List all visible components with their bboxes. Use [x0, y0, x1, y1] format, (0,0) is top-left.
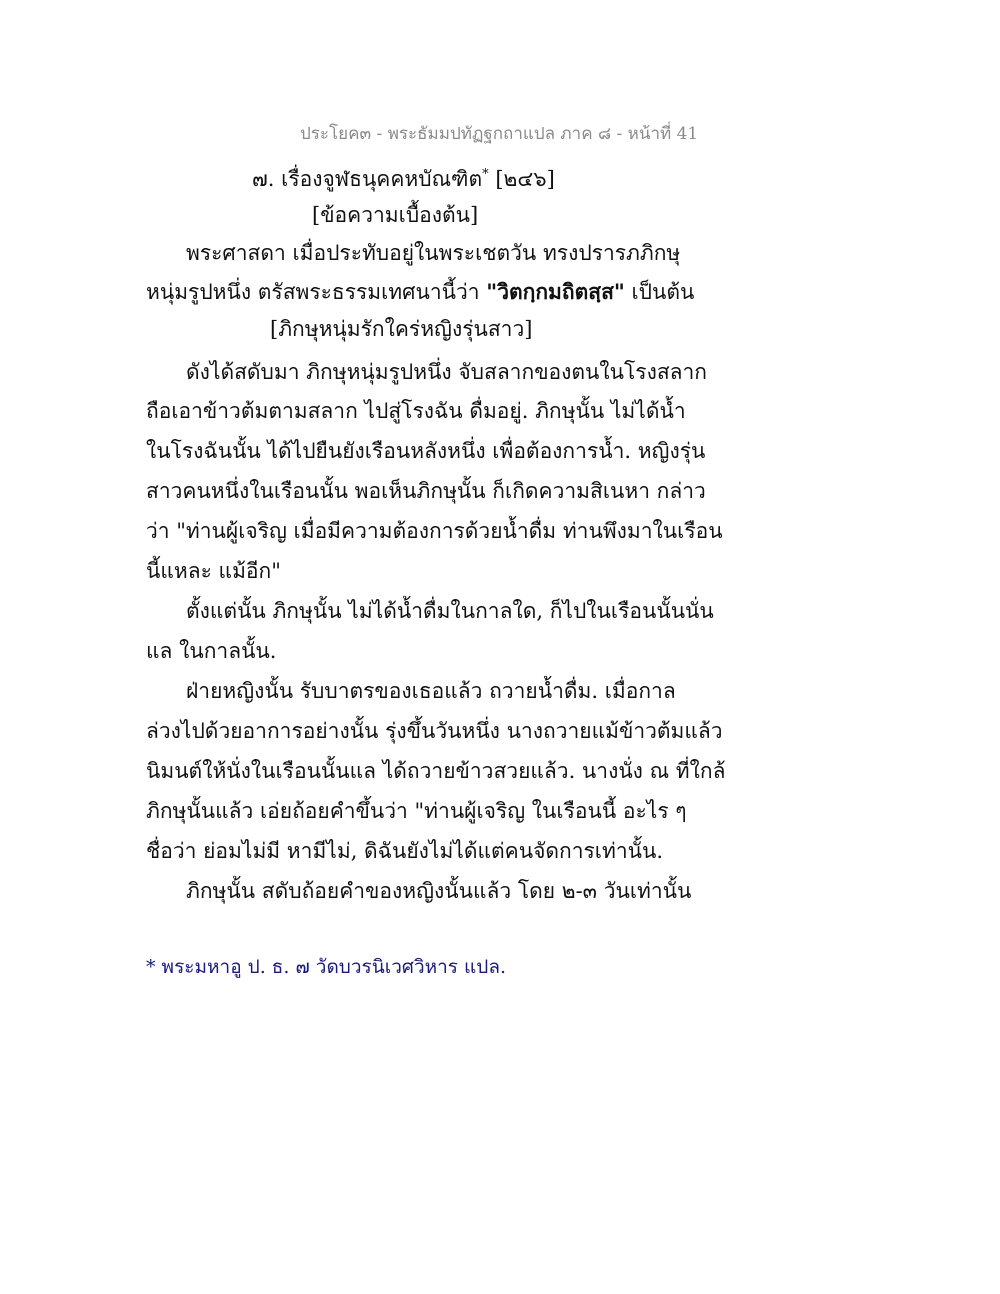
intro-line-2-start: หนุ่มรูปหนึ่ง ตรัสพระธรรมเทศนานี้ว่า: [146, 280, 487, 304]
body-line: สาวคนหนึ่งในเรือนนั้น พอเห็นภิกษุนั้น ก็เกิดความสิเนหา กล่าว: [146, 479, 706, 503]
section-heading: [ภิกษุหนุ่มรักใคร่หญิงรุ่นสาว]: [270, 317, 533, 341]
intro-line-2-end: เป็นต้น: [624, 280, 695, 304]
body-line: แล ในกาลนั้น.: [146, 639, 277, 663]
footnote-marker: *: [482, 167, 489, 182]
body-line: ล่วงไปด้วยอาการอย่างนั้น รุ่งขึ้นวันหนึ่ง นางถวายแม้ข้าวต้มแล้ว: [146, 719, 723, 743]
body-line: ดังได้สดับมา ภิกษุหนุ่มรูปหนึ่ง จับสลากของตนในโรงสลาก: [186, 360, 708, 384]
story-title-text: ๗. เรื่องจูฬธนุคคหบัณฑิต: [252, 167, 483, 191]
body-line: ตั้งแต่นั้น ภิกษุนั้น ไม่ได้น้ำดื่มในกาลใด, ก็ไปในเรือนนั้นนั่น: [186, 599, 714, 623]
running-header: ประโยค๓ - พระธัมมปทัฏฐกถาแปล ภาค ๘ - หน้าที่ 41: [300, 124, 699, 144]
story-reference: [๒๔๖]: [495, 167, 555, 191]
intro-line-2: [146, 277, 695, 307]
body-line: ภิกษุนั้น สดับถ้อยคำของหญิงนั้นแล้ว โดย ๒-๓ วันเท่านั้น: [186, 879, 692, 903]
intro-line-1: พระศาสดา เมื่อประทับอยู่ในพระเชตวัน ทรงปรารภภิกษุ: [186, 241, 681, 265]
body-line: ถือเอาข้าวต้มตามสลาก ไปสู่โรงฉัน ดื่มอยู่. ภิกษุนั้น ไม่ได้น้ำ: [146, 399, 686, 423]
story-title: [252, 160, 555, 194]
body-line: ภิกษุนั้นแล้ว เอ่ยถ้อยคำขึ้นว่า "ท่านผู้เจริญ ในเรือนนี้ อะไร ๆ: [146, 799, 687, 823]
body-line: ชื่อว่า ย่อมไม่มี หามีไม่, ดิฉันยังไม่ได้แต่คนจัดการเท่านั้น.: [146, 839, 664, 863]
opening-heading: [ข้อความเบื้องต้น]: [312, 203, 479, 227]
body-line: ฝ่ายหญิงนั้น รับบาตรของเธอแล้ว ถวายน้ำดื่ม. เมื่อกาล: [186, 679, 676, 703]
quoted-verse: "วิตกฺกมถิตสฺส": [486, 279, 625, 304]
body-line: ว่า "ท่านผู้เจริญ เมื่อมีความต้องการด้วยน้ำดื่ม ท่านพึงมาในเรือน: [146, 519, 723, 543]
body-line: นี้แหละ แม้อีก": [146, 559, 281, 583]
body-line: นิมนต์ให้นั่งในเรือนนั้นแล ได้ถวายข้าวสวยแล้ว. นางนั่ง ณ ที่ใกล้: [146, 759, 726, 783]
footnote: * พระมหาอู ป. ธ. ๗ วัดบวรนิเวศวิหาร แปล.: [146, 956, 507, 978]
body-line: ในโรงฉันนั้น ได้ไปยืนยังเรือนหลังหนึ่ง เพื่อต้องการน้ำ. หญิงรุ่น: [146, 439, 706, 463]
